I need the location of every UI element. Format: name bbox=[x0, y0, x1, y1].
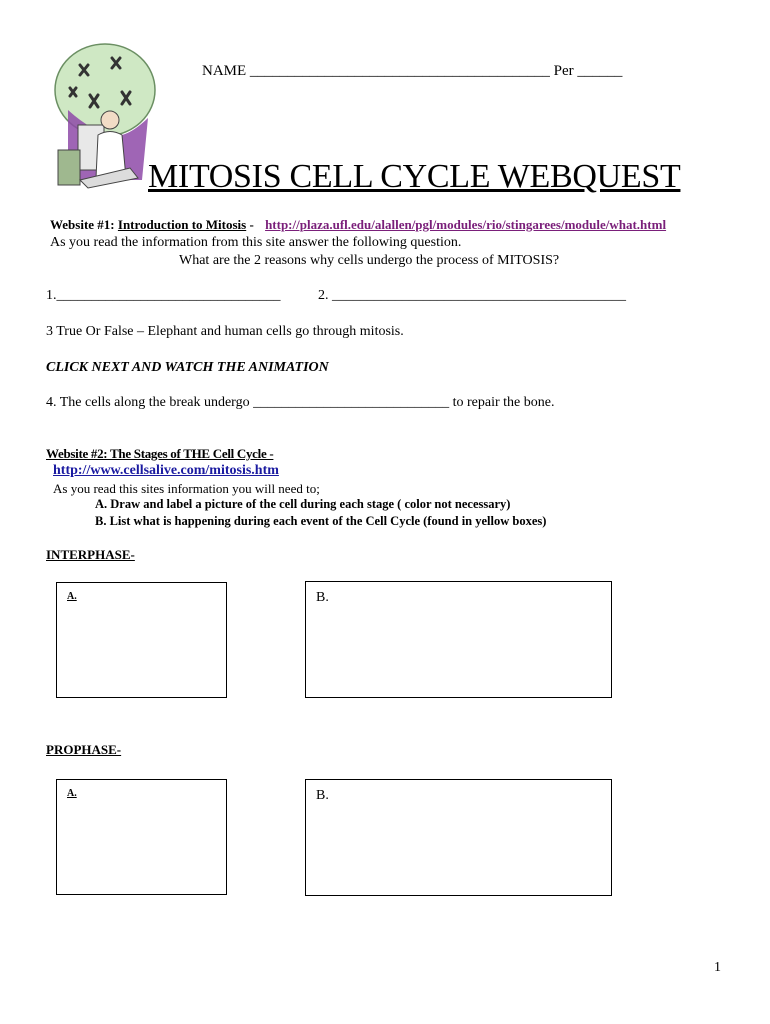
page-title: MITOSIS CELL CYCLE WEBQUEST bbox=[148, 158, 681, 195]
name-line bbox=[202, 63, 622, 80]
website2-task-a: A. Draw and label a picture of the cell during each stage ( color not necessary) bbox=[95, 497, 511, 511]
website2-link[interactable]: http://www.cellsalive.com/mitosis.htm bbox=[53, 463, 279, 478]
interphase-box-a-label: A. bbox=[67, 591, 77, 602]
website2-task-b: B. List what is happening during each event of the Cell Cycle (found in yellow boxes) bbox=[95, 514, 547, 528]
question-4-field[interactable]: ____________________________ bbox=[253, 395, 450, 410]
website1-dash: - bbox=[246, 217, 258, 232]
answer-1-field[interactable]: 1.________________________________ bbox=[46, 288, 281, 303]
per-label: Per bbox=[553, 63, 574, 79]
interphase-box-b[interactable] bbox=[305, 581, 612, 698]
interphase-box-a[interactable] bbox=[56, 582, 227, 698]
prophase-box-a-label: A. bbox=[67, 788, 77, 799]
interphase-heading: INTERPHASE- bbox=[46, 547, 135, 562]
prophase-box-a[interactable] bbox=[56, 779, 227, 895]
website2-instruction: As you read this sites information you will need to; bbox=[53, 481, 320, 496]
prophase-box-b-label: B. bbox=[316, 788, 329, 803]
interphase-box-b-label: B. bbox=[316, 590, 329, 605]
name-label: NAME bbox=[202, 63, 247, 79]
website1-line bbox=[50, 217, 666, 233]
page-number: 1 bbox=[714, 960, 721, 975]
prophase-heading: PROPHASE- bbox=[46, 742, 122, 757]
website1-link[interactable]: http://plaza.ufl.edu/alallen/pgl/modules/rio/stingarees/module/what.html bbox=[265, 217, 667, 232]
prophase-box-b[interactable] bbox=[305, 779, 612, 896]
website1-name: Introduction to Mitosis bbox=[117, 217, 247, 232]
website1-prefix: Website #1: bbox=[50, 217, 118, 232]
question-4 bbox=[46, 395, 554, 411]
name-field[interactable]: ________________________________________ bbox=[249, 63, 550, 79]
question-4-text-a: 4. The cells along the break undergo bbox=[46, 395, 250, 410]
website1-instruction: As you read the information from this site answer the following question. bbox=[50, 235, 462, 250]
website1-question: What are the 2 reasons why cells undergo the process of MITOSIS? bbox=[179, 253, 560, 268]
per-field[interactable]: ______ bbox=[577, 63, 623, 79]
question-4-text-b: to repair the bone. bbox=[452, 395, 555, 410]
click-next-instruction: CLICK NEXT AND WATCH THE ANIMATION bbox=[46, 360, 329, 375]
answer-2-field[interactable]: 2. __________________________________________ bbox=[318, 288, 626, 303]
website2-title: Website #2: The Stages of THE Cell Cycle - bbox=[46, 446, 274, 461]
question-3: 3 True Or False – Elephant and human cells go through mitosis. bbox=[46, 324, 404, 339]
scientist-clipart bbox=[50, 40, 160, 190]
